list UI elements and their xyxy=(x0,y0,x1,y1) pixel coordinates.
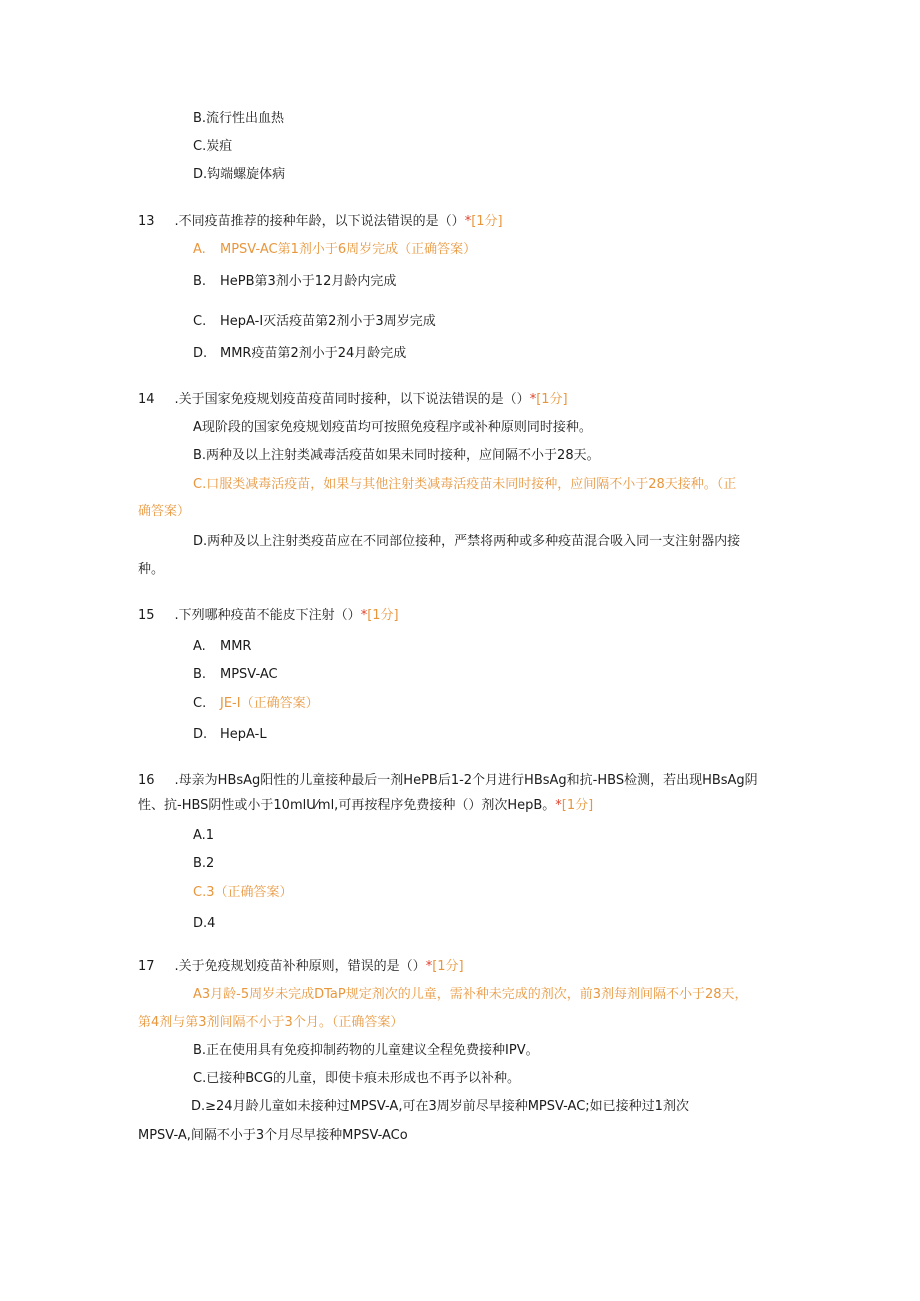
option-c-prev: C.炭疽 xyxy=(193,139,233,154)
question-17 xyxy=(138,958,464,976)
option-d-prev: D.钩端螺旋体病 xyxy=(193,167,286,182)
question-15 xyxy=(138,607,399,625)
option-b-q16: B.2 xyxy=(193,856,215,871)
option-b-q17: B.正在使用具有免疫抑制药物的儿童建议全程免费接种IPV。 xyxy=(193,1043,539,1058)
question-number: 15 xyxy=(138,608,155,623)
question-number: 14 xyxy=(138,392,155,407)
score-label: [1分] xyxy=(536,392,568,407)
question-number: 17 xyxy=(138,959,155,974)
option-c-q13: C. HepA-I灭活疫苗第2剂小于3周岁完成 xyxy=(193,314,436,329)
question-text: .母亲为HBsAg阳性的儿童接种最后一剂HePB后1-2个月进行HBsAg和抗-HBS检测，若出现HBsAg阴 xyxy=(174,773,758,788)
option-d-q17: D.≥24月龄儿童如未接种过MPSV-A,可在3周岁前尽早接种MPSV-AC;如已接种过1剂次 xyxy=(191,1099,689,1114)
question-number: 16 xyxy=(138,773,155,788)
option-d-q17-cont: MPSV-A,间隔不小于3个月尽早接种MPSV-ACo xyxy=(138,1128,408,1143)
option-c-q14: C.口服类减毒活疫苗，如果与其他注射类减毒活疫苗未同时接种，应间隔不小于28天接种。（正 xyxy=(193,477,737,492)
option-a-q14: A现阶段的国家免疫规划疫苗均可按照免疫程序或补种原则同时接种。 xyxy=(193,420,592,435)
required-star: * xyxy=(529,392,537,407)
option-a-q17: A3月龄-5周岁未完成DTaP规定剂次的儿童，需补种未完成的剂次，前3剂每剂间隔不小于28天， xyxy=(193,987,748,1002)
score-label: [1分] xyxy=(471,214,503,229)
option-b-q13: B. HePB第3剂小于12月龄内完成 xyxy=(193,274,397,289)
question-text: .关于免疫规划疫苗补种原则，错误的是（） xyxy=(174,959,426,974)
option-c-q17: C.已接种BCG的儿童，即使卡痕未形成也不再予以补种。 xyxy=(193,1071,521,1086)
required-star: * xyxy=(555,798,562,813)
question-text: .不同疫苗推荐的接种年龄，以下说法错误的是（） xyxy=(174,214,465,229)
option-d-q16: D.4 xyxy=(193,916,216,931)
option-a-q13: A. MPSV-AC第1剂小于6周岁完成（正确答案） xyxy=(193,242,477,257)
question-text: .下列哪种疫苗不能皮下注射（） xyxy=(174,608,361,623)
required-star: * xyxy=(464,214,472,229)
option-b-q14: B.两种及以上注射类减毒活疫苗如果未同时接种，应间隔不小于28天。 xyxy=(193,448,600,463)
required-star: * xyxy=(425,959,433,974)
option-d-q13: D. MMR疫苗第2剂小于24月龄完成 xyxy=(193,346,407,361)
option-c-q14-cont: 确答案） xyxy=(138,504,191,519)
score-label: [1分] xyxy=(561,798,594,813)
option-d-q15: D. HepA-L xyxy=(193,727,267,742)
option-a-q16: A.1 xyxy=(193,828,215,843)
question-14 xyxy=(138,391,568,409)
score-label: [1分] xyxy=(367,608,399,623)
option-b-q15: B. MPSV-AC xyxy=(193,667,278,682)
option-d-q14: D.两种及以上注射类疫苗应在不同部位接种，严禁将两种或多种疫苗混合吸入同一支注射器内接 xyxy=(193,534,741,549)
question-13 xyxy=(138,213,503,231)
option-d-q14-cont: 种。 xyxy=(138,562,165,577)
option-c-q16: C.3（正确答案） xyxy=(193,885,293,900)
question-number: 13 xyxy=(138,214,155,229)
question-16 xyxy=(138,772,758,790)
required-star: * xyxy=(360,608,368,623)
question-text-cont: 性、抗-HBS阴性或小于10mlU⁄ml,可再按程序免费接种（）剂次HepB。 xyxy=(138,798,556,813)
question-16-cont xyxy=(138,797,593,815)
question-text: .关于国家免疫规划疫苗疫苗同时接种，以下说法错误的是（） xyxy=(174,392,530,407)
option-a-q15: A. MMR xyxy=(193,639,252,654)
option-a-q17-cont: 第4剂与第3剂间隔不小于3个月。（正确答案） xyxy=(138,1015,404,1030)
option-b-prev: B.流行性出血热 xyxy=(193,111,285,126)
score-label: [1分] xyxy=(432,959,464,974)
option-c-q15: C. JE-I（正确答案） xyxy=(193,696,319,711)
